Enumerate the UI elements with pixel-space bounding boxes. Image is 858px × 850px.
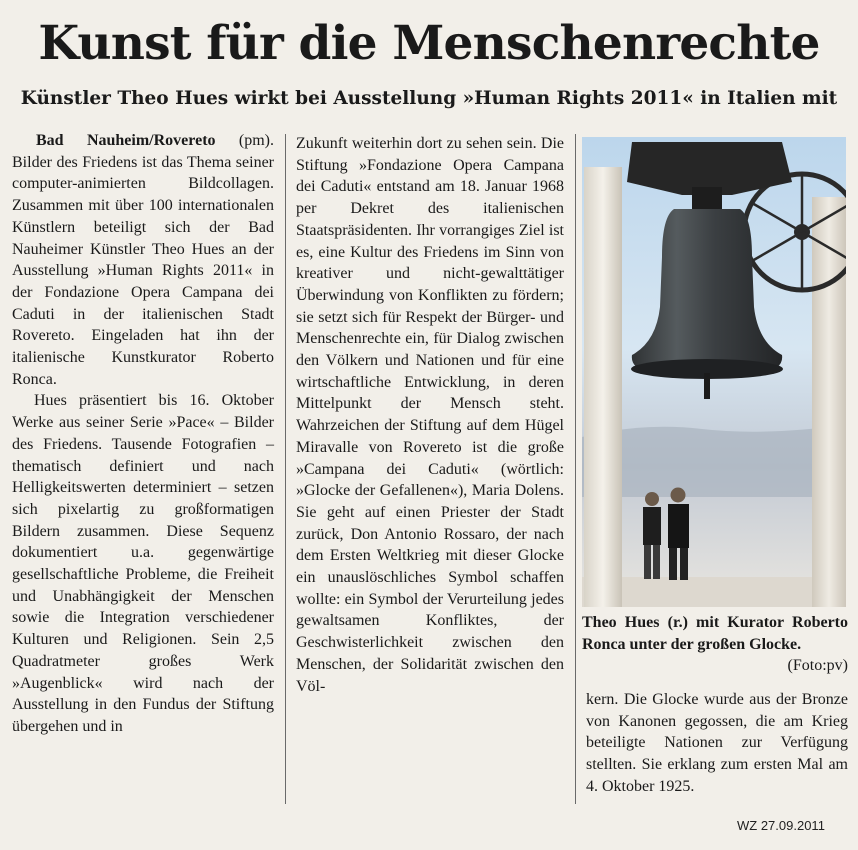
paragraph-3: Zukunft weiterhin dort zu sehen sein. Die Stiftung »Fondazione Opera Campana dei Caduti« entstand am 18. Januar 1968 per Dekret des italienischen Staatspräsidenten. Ihr vorrangiges Ziel ist es, eine Kultur des Friedens im Sinn von kreativer und nicht-gewalttätiger Überwindung von Konflikten zu fördern; sie setzt sich für Respekt der Bürger- und Menschenrechte ein, für Dialog zwischen den Völkern und Nationen und für eine wirtschaftliche Entwicklung, in deren Mittelpunkt der Mensch steht. Wahrzeichen der Stiftung auf dem Hügel Miravalle von Rovereto ist die große »Campana dei Caduti« (wörtlich: »Glocke der Gefallenen«), Maria Dolens. Sie geht auf einen Priester der Stadt zurück, Don Antonio Rossaro, der nach dem Ersten Weltkrieg mit dieser Glocke ein unauslöschliches Symbol schaffen wollte: ein Symbol der Verurteilung jedes gewaltsamen Konfliktes, der Geschwisterlichkeit zwischen den Menschen, der Solidarität zwischen den Völ- [296,135,564,695]
column-1 [12,130,274,738]
bell-photo-image [582,137,846,607]
column-3 [586,689,848,798]
photo-caption [582,612,848,677]
paragraph-1 [12,130,274,390]
headline: Kunst für die Menschenrechte [38,16,820,71]
paragraph-1-text: (pm). Bilder des Friedens ist das Thema seiner computer-animierten Bildcollagen. Zusammen mit über 100 internationalen Künstlern beteiligt sich der Bad Nauheimer Künstler Theo Hues an der Ausstellung »Human Rights 2011« in der Fondazione Opera Campana dei Caduti in der italienischen Stadt Rovereto. Eingeladen hat ihn der italienische Kunstkurator Roberto Ronca. [12,132,274,388]
photo-credit: (Foto:pv) [787,657,848,674]
paragraph-2: Hues präsentiert bis 16. Oktober Werke aus seiner Serie »Pace« – Bilder des Friedens. Tausende Fotografien – thematisch definiert und nach Helligkeitswerten determiniert – setzen sich pixelartig zu großformatigen Bildern zusammen. Diese Sequenz dokumentiert u.a. gegenwärtige gesellschaftliche Probleme, die Freiheit und Unabhängigkeit der Menschen sowie die Integration verschiedener Kulturen und Religionen. Sein 2,5 Quadratmeter großes Werk »Augenblick« wird nach der Ausstellung in den Fundus der Stiftung übergehen und in [12,392,274,735]
source-label: WZ 27.09.2011 [737,818,825,833]
column-divider-1 [285,134,286,804]
subheadline: Künstler Theo Hues wirkt bei Ausstellung »Human Rights 2011« in Italien mit [20,88,838,109]
column-divider-2 [575,134,576,804]
paragraph-4: kern. Die Glocke wurde aus der Bronze von Kanonen gegossen, die am Krieg beteiligte Nationen zur Verfügung stellten. Sie erklang zum ersten Mal am 4. Oktober 1925. [586,691,848,795]
dateline: Bad Nauheim/Rovereto [36,132,216,149]
caption-text: Theo Hues (r.) mit Kurator Roberto Ronca unter der großen Glocke. [582,614,848,653]
bell-photo [582,137,846,607]
column-2 [296,133,564,697]
